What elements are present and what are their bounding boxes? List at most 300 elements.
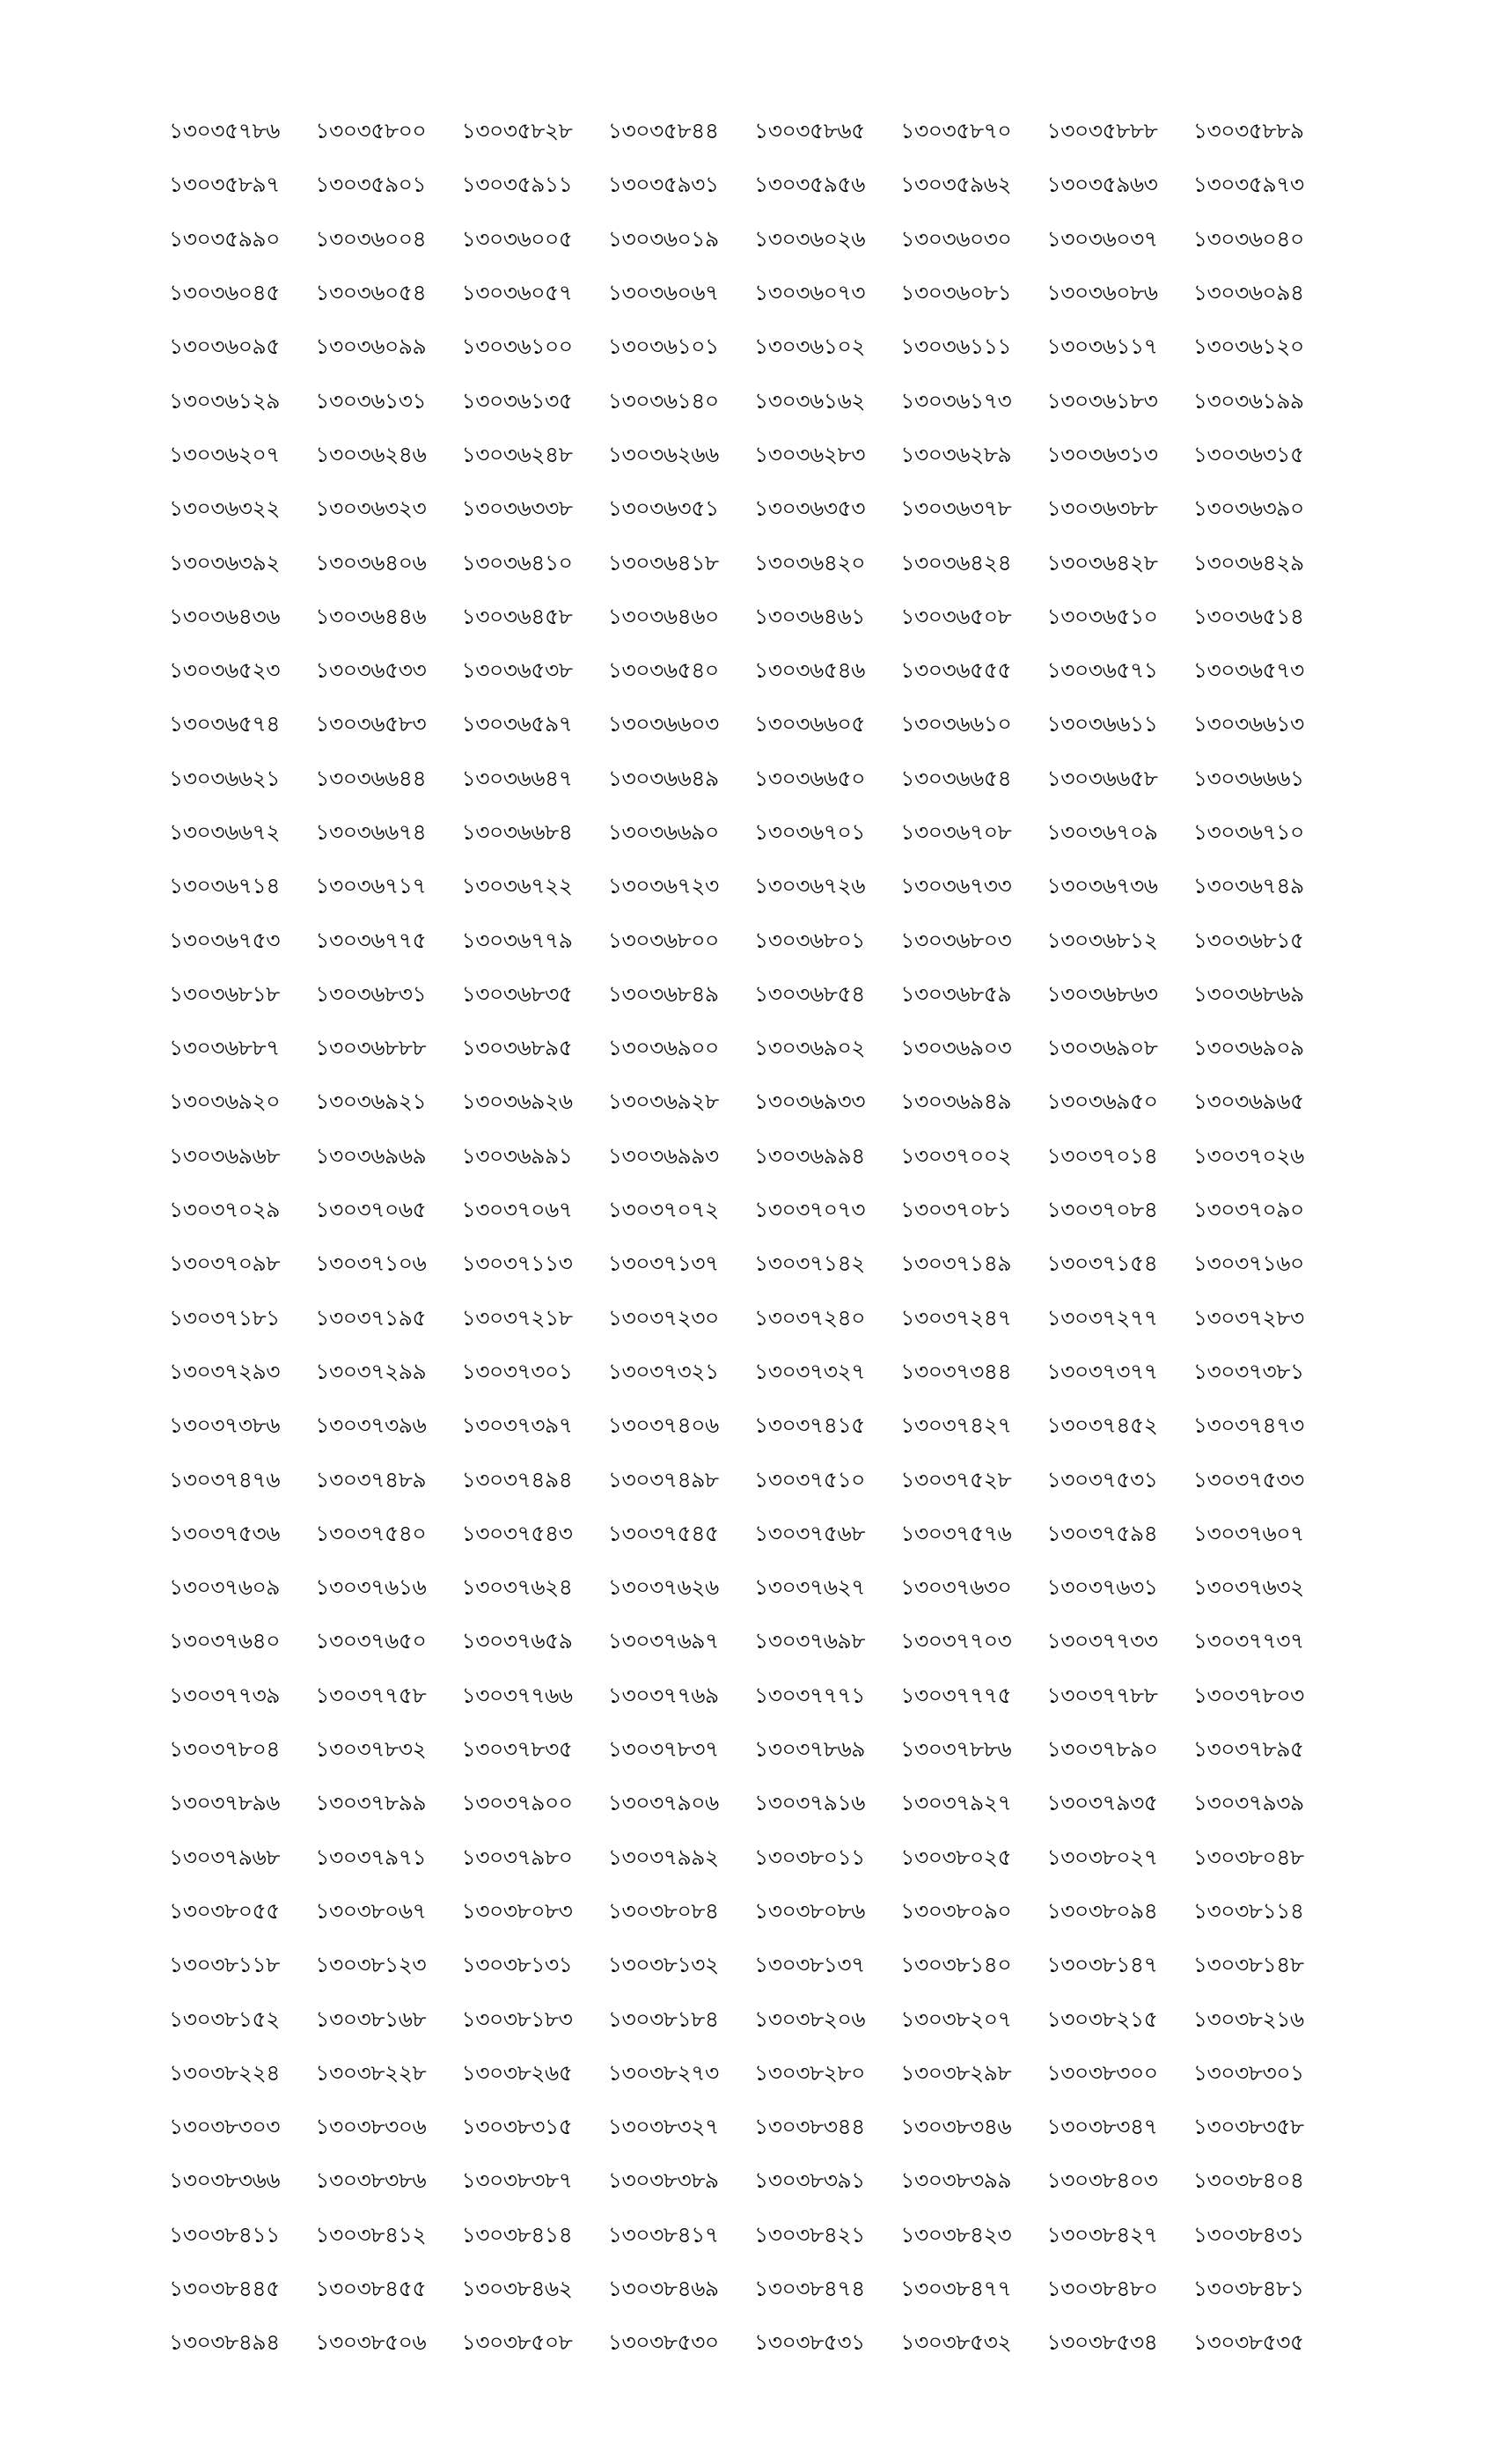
number-cell: ১৩০৩৬৯৫০ <box>1046 1089 1158 1115</box>
number-cell: ১৩০৩৬৮০৩ <box>900 927 1012 953</box>
number-row <box>169 807 1339 861</box>
number-cell: ১৩০৩৬৪৬০ <box>607 603 719 629</box>
number-cell: ১৩০৩৬২৮৩ <box>754 441 865 467</box>
number-row <box>169 375 1339 429</box>
number-cell: ১৩০৩৬১০২ <box>754 334 865 360</box>
number-cell: ১৩০৩৬৪২৯ <box>1192 549 1304 576</box>
number-cell: ১৩০৩৮৪২৩ <box>900 2221 1012 2248</box>
number-cell: ১৩০৩৭৬৫৯ <box>461 1628 573 1654</box>
number-cell: ১৩০৩৭৯১৬ <box>754 1790 865 1816</box>
number-cell: ১৩০৩৮০৬৭ <box>315 1897 427 1924</box>
number-cell: ১৩০৩৬৫৭১ <box>1046 657 1158 684</box>
number-cell: ১৩০৩৬১৪০ <box>607 387 719 414</box>
number-row <box>169 1508 1339 1562</box>
number-cell: ১৩০৩৭১৬০ <box>1192 1250 1304 1277</box>
number-row <box>169 1832 1339 1886</box>
number-cell: ১৩০৩৬৬৭২ <box>169 819 281 845</box>
number-cell: ১৩০৩৬৬১১ <box>1046 711 1158 737</box>
number-cell: ১৩০৩৮২০৬ <box>754 2006 865 2032</box>
number-cell: ১৩০৩৭২৯৯ <box>315 1358 427 1384</box>
number-cell: ১৩০৩৭২৮৩ <box>1192 1304 1304 1331</box>
number-cell: ১৩০৩৮১১৪ <box>1192 1897 1304 1924</box>
number-cell: ১৩০৩৭৩৪৪ <box>900 1358 1012 1384</box>
number-cell: ১৩০৩৮০৮৬ <box>754 1897 865 1924</box>
number-cell: ১৩০৩৭৪৯৮ <box>607 1466 719 1492</box>
number-cell: ১৩০৩৬৩২২ <box>169 495 281 522</box>
number-cell: ১৩০৩৬৮৬৩ <box>1046 980 1158 1007</box>
number-cell: ১৩০৩৬৯২০ <box>169 1089 280 1115</box>
number-cell: ১৩০৩৮৪১৭ <box>607 2221 719 2248</box>
number-row <box>169 1670 1339 1724</box>
number-row <box>169 1940 1339 1993</box>
number-cell: ১৩০৩৮৫৩০ <box>607 2329 719 2356</box>
number-cell: ১৩০৩৬৮৮৮ <box>315 1035 427 1061</box>
number-cell: ১৩০৩৮৫৩৫ <box>1192 2329 1304 2356</box>
number-cell: ১৩০৩৮২৬৫ <box>461 2059 573 2086</box>
number-cell: ১৩০৩৬৯০০ <box>607 1035 719 1061</box>
number-cell: ১৩০৩৭৯২৭ <box>900 1790 1012 1816</box>
number-cell: ১৩০৩৬৯৯৪ <box>754 1142 865 1169</box>
number-cell: ১৩০৩৬৫১০ <box>1046 603 1158 629</box>
number-row <box>169 699 1339 752</box>
number-cell: ১৩০৩৭১৮১ <box>169 1304 280 1331</box>
number-cell: ১৩০৩৮০১১ <box>754 1844 865 1870</box>
number-cell: ১৩০৩৬৭২৬ <box>754 873 866 899</box>
number-row <box>169 1724 1339 1778</box>
number-cell: ১৩০৩৬০৫৪ <box>315 280 427 306</box>
number-cell: ১৩০৩৭৭৭১ <box>754 1682 865 1708</box>
number-cell: ১৩০৩৭৩৯৬ <box>315 1412 427 1439</box>
number-cell: ১৩০৩৫৮৬৫ <box>754 118 865 144</box>
number-cell: ১৩০৩৭৫৪৩ <box>461 1520 573 1546</box>
number-cell: ১৩০৩৭৪৭৩ <box>1192 1412 1304 1439</box>
number-cell: ১৩০৩৬৩৩৮ <box>461 495 573 522</box>
number-cell: ১৩০৩৮২১৫ <box>1046 2006 1158 2032</box>
number-cell: ১৩০৩৮০২৫ <box>900 1844 1012 1870</box>
number-cell: ১৩০৩৬৯৪৯ <box>900 1089 1012 1115</box>
number-cell: ১৩০৩৭২৯৩ <box>169 1358 280 1384</box>
number-cell: ১৩০৩৮১৪৮ <box>1192 1952 1304 1978</box>
number-cell: ১৩০৩৭২৪৭ <box>900 1304 1012 1331</box>
number-cell: ১৩০৩৬৩৯২ <box>169 549 280 576</box>
number-cell: ১৩০৩৭৬৯৭ <box>607 1628 719 1654</box>
number-cell: ১৩০৩৬৫৩৮ <box>461 657 573 684</box>
number-row <box>169 2263 1339 2317</box>
number-cell: ১৩০৩৭০০২ <box>900 1142 1012 1169</box>
number-cell: ১৩০৩৬৮৩১ <box>315 980 427 1007</box>
number-row <box>169 214 1339 268</box>
number-cell: ১৩০৩৭৯৬৮ <box>169 1844 280 1870</box>
number-cell: ১৩০৩৮৪৮০ <box>1046 2276 1158 2302</box>
number-cell: ১৩০৩৭০১৪ <box>1046 1142 1158 1169</box>
number-cell: ১৩০৩৭৮৬৯ <box>754 1736 865 1763</box>
number-cell: ১৩০৩৭৭৬৯ <box>607 1682 719 1708</box>
number-cell: ১৩০৩৬১০০ <box>461 334 573 360</box>
number-cell: ১৩০৩৬৭৩৩ <box>900 873 1012 899</box>
number-row <box>169 537 1339 590</box>
number-cell: ১৩০৩৬১২৯ <box>169 387 280 414</box>
number-cell: ১৩০৩৮১৫২ <box>169 2006 280 2032</box>
number-cell: ১৩০৩৬০৪৫ <box>169 280 280 306</box>
number-cell: ১৩০৩৮৩৮৭ <box>461 2167 573 2194</box>
number-row <box>169 1562 1339 1616</box>
number-row <box>169 1616 1339 1669</box>
number-row <box>169 1131 1339 1184</box>
number-cell: ১৩০৩৭৯০০ <box>461 1790 573 1816</box>
number-row <box>169 483 1339 537</box>
number-cell: ১৩০৩৭০৭৩ <box>754 1197 866 1223</box>
number-cell: ১৩০৩৬২৮৯ <box>900 441 1012 467</box>
number-cell: ১৩০৩৮২২৪ <box>169 2059 280 2086</box>
number-cell: ১৩০৩৭২৪০ <box>754 1304 865 1331</box>
number-cell: ১৩০৩৬৮৩৫ <box>461 980 573 1007</box>
number-cell: ১৩০৩৫৯৫৬ <box>754 172 865 198</box>
number-cell: ১৩০৩৬৭৩৬ <box>1046 873 1158 899</box>
number-cell: ১৩০৩৬৪২০ <box>754 549 865 576</box>
number-cell: ১৩০৩৬১৭৩ <box>900 387 1012 414</box>
number-cell: ১৩০৩৬১৩১ <box>315 387 427 414</box>
number-cell: ১৩০৩৮০৮৪ <box>607 1897 719 1924</box>
number-cell: ১৩০৩৭৭৫৮ <box>315 1682 427 1708</box>
number-cell: ১৩০৩৫৮৪৪ <box>607 118 719 144</box>
number-cell: ১৩০৩৮৩৮৯ <box>607 2167 719 2194</box>
number-cell: ১৩০৩৭০৯০ <box>1192 1197 1304 1223</box>
number-cell: ১৩০৩৮৩৪৪ <box>754 2114 865 2140</box>
number-cell: ১৩০৩৬৫৭৪ <box>169 711 280 737</box>
number-cell: ১৩০৩৬৭০১ <box>754 819 865 845</box>
number-cell: ১৩০৩৬০৯৪ <box>1192 280 1304 306</box>
number-cell: ১৩০৩৬৯০২ <box>754 1035 865 1061</box>
number-cell: ১৩০৩৮৪৬২ <box>461 2276 573 2302</box>
number-cell: ১৩০৩৫৭৮৬ <box>169 118 280 144</box>
number-cell: ১৩০৩৮০৮৩ <box>461 1897 573 1924</box>
number-cell: ১৩০৩৮১৪০ <box>900 1952 1012 1978</box>
number-cell: ১৩০৩৮১৮৩ <box>461 2006 573 2032</box>
number-cell: ১৩০৩৬৪২৮ <box>1046 549 1158 576</box>
number-cell: ১৩০৩৮৪১৪ <box>461 2221 573 2248</box>
number-cell: ১৩০৩৫৯০১ <box>315 172 427 198</box>
number-cell: ১৩০৩৫৯১১ <box>461 172 573 198</box>
number-cell: ১৩০৩৭৬২৭ <box>754 1574 866 1601</box>
number-cell: ১৩০৩৮১২৩ <box>315 1952 427 1978</box>
number-row <box>169 1400 1339 1454</box>
number-cell: ১৩০৩৫৮৯৭ <box>169 172 280 198</box>
number-cell: ১৩০৩৬৯৯১ <box>461 1142 573 1169</box>
number-cell: ১৩০৩৭৬৫০ <box>315 1628 427 1654</box>
number-cell: ১৩০৩৮৩১৫ <box>461 2114 573 2140</box>
number-cell: ১৩০৩৬১৩৫ <box>461 387 573 414</box>
number-cell: ১৩০৩৮৩৯৯ <box>900 2167 1012 2194</box>
number-cell: ১৩০৩৮৩৮৬ <box>315 2167 427 2194</box>
number-cell: ১৩০৩৬৭২৩ <box>607 873 719 899</box>
number-cell: ১৩০৩৭০৯৮ <box>169 1250 280 1277</box>
number-cell: ১৩০৩৭৭৬৬ <box>461 1682 573 1708</box>
number-cell: ১৩০৩৬৯৯৩ <box>607 1142 719 1169</box>
number-cell: ১৩০৩৬৫৩৩ <box>315 657 427 684</box>
number-row <box>169 106 1339 159</box>
number-cell: ১৩০৩৭৫৪০ <box>315 1520 427 1546</box>
number-cell: ১৩০৩৬৭৪৯ <box>1192 873 1304 899</box>
number-cell: ১৩০৩৭৪৭৬ <box>169 1466 280 1492</box>
number-cell: ১৩০৩৮৪৭৪ <box>754 2276 865 2302</box>
number-cell: ১৩০৩৮২১৬ <box>1192 2006 1304 2032</box>
number-cell: ১৩০৩৬৬১৩ <box>1192 711 1304 737</box>
number-cell: ১৩০৩৭৭০৩ <box>900 1628 1012 1654</box>
number-cell: ১৩০৩৮৪০৪ <box>1192 2167 1304 2194</box>
number-cell: ১৩০৩৮৪৯৪ <box>169 2329 280 2356</box>
number-cell: ১৩০৩৭৫২৮ <box>900 1466 1012 1492</box>
number-row <box>169 1778 1339 1831</box>
number-cell: ১৩০৩৮০৪৮ <box>1192 1844 1304 1870</box>
number-cell: ১৩০৩৮১৩১ <box>461 1952 573 1978</box>
number-row <box>169 1293 1339 1346</box>
number-cell: ১৩০৩৬৭০৯ <box>1046 819 1158 845</box>
number-cell: ১৩০৩৬৯২৮ <box>607 1089 719 1115</box>
number-cell: ১৩০৩৬৭২২ <box>461 873 573 899</box>
number-row <box>169 2155 1339 2209</box>
number-cell: ১৩০৩৭০৮৪ <box>1046 1197 1158 1223</box>
number-cell: ১৩০৩৬৪০৬ <box>315 549 427 576</box>
number-cell: ১৩০৩৭৯৭১ <box>315 1844 427 1870</box>
number-cell: ১৩০৩৬৬৮৪ <box>461 819 573 845</box>
number-cell: ১৩০৩৬০২৬ <box>754 225 866 252</box>
number-cell: ১৩০৩৬৯০৩ <box>900 1035 1012 1061</box>
number-cell: ১৩০৩৬০৯৯ <box>315 334 427 360</box>
number-cell: ১৩০৩৮১৪৭ <box>1046 1952 1158 1978</box>
number-cell: ১৩০৩৬১১১ <box>900 334 1012 360</box>
number-cell: ১৩০৩৭৭৩৯ <box>169 1682 280 1708</box>
number-cell: ১৩০৩৫৯৭৩ <box>1192 172 1304 198</box>
number-cell: ১৩০৩৬০০৫ <box>461 225 573 252</box>
number-cell: ১৩০৩৭৩৮৬ <box>169 1412 280 1439</box>
number-cell: ১৩০৩৬০৮১ <box>900 280 1012 306</box>
number-cell: ১৩০৩৬৯০৯ <box>1192 1035 1304 1061</box>
number-cell: ১৩০৩৬৫৫৫ <box>900 657 1012 684</box>
number-cell: ১৩০৩৮১১৮ <box>169 1952 280 1978</box>
number-cell: ১৩০৩৭৭৭৫ <box>900 1682 1012 1708</box>
number-cell: ১৩০৩৫৯৩১ <box>607 172 719 198</box>
number-cell: ১৩০৩৬২৪৮ <box>461 441 573 467</box>
number-cell: ১৩০৩৬৬৪৪ <box>315 765 427 791</box>
number-cell: ১৩০৩৬৩৮৮ <box>1046 495 1158 522</box>
number-cell: ১৩০৩৮০২৭ <box>1046 1844 1158 1870</box>
number-cell: ১৩০৩৭৫৩১ <box>1046 1466 1158 1492</box>
number-row <box>169 1238 1339 1292</box>
number-cell: ১৩০৩৭৫৬৮ <box>754 1520 865 1546</box>
number-cell: ১৩০৩৮৩৬৬ <box>169 2167 280 2194</box>
number-row <box>169 2317 1339 2371</box>
number-cell: ১৩০৩৬৫৭৩ <box>1192 657 1304 684</box>
number-cell: ১৩০৩৫৮৮৯ <box>1192 118 1304 144</box>
number-cell: ১৩০৩৬৭১০ <box>1192 819 1304 845</box>
number-cell: ১৩০৩৭৮৯৬ <box>169 1790 280 1816</box>
number-cell: ১৩০৩৮৪২১ <box>754 2221 865 2248</box>
number-cell: ১৩০৩৭০২৬ <box>1192 1142 1304 1169</box>
number-cell: ১৩০৩৬৫১৪ <box>1192 603 1304 629</box>
number-cell: ১৩০৩৬৬০৩ <box>607 711 719 737</box>
number-cell: ১৩০৩৭৩২৭ <box>754 1358 866 1384</box>
number-cell: ১৩০৩৮৪৭৭ <box>900 2276 1012 2302</box>
number-cell: ১৩০৩৬১৬২ <box>754 387 865 414</box>
number-cell: ১৩০৩৬৬৫৮ <box>1046 765 1158 791</box>
number-cell: ১৩০৩৭৫৩৬ <box>169 1520 280 1546</box>
number-cell: ১৩০৩৬৪২৪ <box>900 549 1012 576</box>
number-cell: ১৩০৩৬০০৪ <box>315 225 427 252</box>
number-cell: ১৩০৩৬৮১৫ <box>1192 927 1304 953</box>
number-row <box>169 861 1339 914</box>
number-cell: ১৩০৩৮৪৮১ <box>1192 2276 1304 2302</box>
number-cell: ১৩০৩৭৯৮০ <box>461 1844 573 1870</box>
number-cell: ১৩০৩৭৩৯৭ <box>461 1412 573 1439</box>
number-cell: ১৩০৩৭৪০৬ <box>607 1412 719 1439</box>
number-cell: ১৩০৩৬১২০ <box>1192 334 1304 360</box>
number-cell: ১৩০৩৮০৫৫ <box>169 1897 280 1924</box>
number-cell: ১৩০৩৭৭৮৮ <box>1046 1682 1158 1708</box>
number-cell: ১৩০৩৬৪৬১ <box>754 603 865 629</box>
number-grid <box>169 106 1339 2371</box>
number-cell: ১৩০৩৬৩৫৩ <box>754 495 865 522</box>
number-cell: ১৩০৩৬৫৪৬ <box>754 657 865 684</box>
number-cell: ১৩০৩৬৬০৫ <box>754 711 865 737</box>
number-cell: ১৩০৩৭৭৩৩ <box>1046 1628 1158 1654</box>
number-cell: ১৩০৩৮৩৫৮ <box>1192 2114 1304 2140</box>
number-cell: ১৩০৩৫৮৮৮ <box>1046 118 1158 144</box>
number-cell: ১৩০৩৬৬২১ <box>169 765 280 791</box>
number-cell: ১৩০৩৬০৮৬ <box>1046 280 1158 306</box>
number-cell: ১৩০৩৮৪৪৫ <box>169 2276 280 2302</box>
number-cell: ১৩০৩৬৬৬১ <box>1192 765 1304 791</box>
number-cell: ১৩০৩৬০৩০ <box>900 225 1012 252</box>
number-cell: ১৩০৩৭৯৩৯ <box>1192 1790 1304 1816</box>
number-cell: ১৩০৩৭১৩৭ <box>607 1250 719 1277</box>
number-cell: ১৩০৩৭৩২১ <box>607 1358 719 1384</box>
number-cell: ১৩০৩৮৫০৬ <box>315 2329 427 2356</box>
number-cell: ১৩০৩৭৯০৬ <box>607 1790 719 1816</box>
number-cell: ১৩০৩৬৭১৭ <box>315 873 427 899</box>
number-cell: ১৩০৩৬৮১৮ <box>169 980 280 1007</box>
number-cell: ১৩০৩৬৭৫৩ <box>169 927 280 953</box>
number-cell: ১৩০৩৮৩৪৬ <box>900 2114 1012 2140</box>
number-cell: ১৩০৩৭৮৯৯ <box>315 1790 427 1816</box>
number-cell: ১৩০৩৭৫১০ <box>754 1466 865 1492</box>
number-cell: ১৩০৩৬৮৫৯ <box>900 980 1012 1007</box>
number-cell: ১৩০৩৭৯৩৫ <box>1046 1790 1158 1816</box>
number-row <box>169 753 1339 807</box>
number-cell: ১৩০৩৭১৪২ <box>754 1250 865 1277</box>
number-cell: ১৩০৩৮৩০১ <box>1192 2059 1304 2086</box>
number-row <box>169 1886 1339 1940</box>
number-cell: ১৩০৩৬০৯৫ <box>169 334 280 360</box>
number-cell: ১৩০৩৫৮২৮ <box>461 118 573 144</box>
number-cell: ১৩০৩৬০৩৭ <box>1046 225 1158 252</box>
number-cell: ১৩০৩৭০৭২ <box>607 1197 719 1223</box>
number-cell: ১৩০৩৭৩৮১ <box>1192 1358 1304 1384</box>
number-cell: ১৩০৩৭১০৬ <box>315 1250 427 1277</box>
number-row <box>169 969 1339 1023</box>
number-cell: ১৩০৩৮২৮০ <box>754 2059 865 2086</box>
number-cell: ১৩০৩৭৬২৪ <box>461 1574 573 1601</box>
number-cell: ১৩০৩৮২৯৮ <box>900 2059 1012 2086</box>
number-cell: ১৩০৩৬১১৭ <box>1046 334 1158 360</box>
number-cell: ১৩০৩৬৭৭৯ <box>461 927 573 953</box>
number-cell: ১৩০৩৮২০৭ <box>900 2006 1012 2032</box>
number-cell: ১৩০৩৬৫৯৭ <box>461 711 573 737</box>
number-cell: ১৩০৩৬৩২৩ <box>315 495 427 522</box>
number-cell: ১৩০৩৮৪৩১ <box>1192 2221 1304 2248</box>
number-cell: ১৩০৩৭১৯৫ <box>315 1304 427 1331</box>
number-cell: ১৩০৩৮৫০৮ <box>461 2329 573 2356</box>
number-cell: ১৩০৩৭৮৯৫ <box>1192 1736 1304 1763</box>
number-cell: ১৩০৩৭৫৭৬ <box>900 1520 1012 1546</box>
number-cell: ১৩০৩৮৩৯১ <box>754 2167 865 2194</box>
number-cell: ১৩০৩৭০৬৭ <box>461 1197 573 1223</box>
number-row <box>169 1454 1339 1507</box>
number-cell: ১৩০৩৬২৬৬ <box>607 441 719 467</box>
number-row <box>169 321 1339 375</box>
number-cell: ১৩০৩৬৫২৩ <box>169 657 280 684</box>
number-cell: ১৩০৩৬৪৪৬ <box>315 603 427 629</box>
number-row <box>169 1184 1339 1238</box>
number-cell: ১৩০৩৮৫৩২ <box>900 2329 1012 2356</box>
number-cell: ১৩০৩৬৯৬৮ <box>169 1142 280 1169</box>
number-cell: ১৩০৩৬৬৯০ <box>607 819 719 845</box>
number-row <box>169 2210 1339 2263</box>
number-cell: ১৩০৩৬৪১৮ <box>607 549 719 576</box>
number-cell: ১৩০৩৬৪৫৮ <box>461 603 573 629</box>
number-cell: ১৩০৩৬৬৫০ <box>754 765 865 791</box>
number-cell: ১৩০৩৭১৪৯ <box>900 1250 1012 1277</box>
number-row <box>169 591 1339 645</box>
number-cell: ১৩০৩৬৪১০ <box>461 549 573 576</box>
number-cell: ১৩০৩৬৮৯৫ <box>461 1035 573 1061</box>
number-cell: ১৩০৩৮৫৩১ <box>754 2329 865 2356</box>
number-cell: ১৩০৩৬৯৩৩ <box>754 1089 865 1115</box>
number-cell: ১৩০৩৭৪৯৪ <box>461 1466 573 1492</box>
number-cell: ১৩০৩৬৭৭৫ <box>315 927 427 953</box>
number-cell: ১৩০৩৭১১৩ <box>461 1250 573 1277</box>
number-cell: ১৩০৩৬৮৫৪ <box>754 980 865 1007</box>
number-cell: ১৩০৩৭৬৩২ <box>1192 1574 1304 1601</box>
number-cell: ১৩০৩৭৬৩০ <box>900 1574 1012 1601</box>
number-cell: ১৩০৩৮৪২৭ <box>1046 2221 1158 2248</box>
number-cell: ১৩০৩৮৩০০ <box>1046 2059 1158 2086</box>
number-cell: ১৩০৩৭৯৯২ <box>607 1844 719 1870</box>
number-cell: ১৩০৩৭৬২৬ <box>607 1574 719 1601</box>
number-cell: ১৩০৩৬৩১৫ <box>1192 441 1304 467</box>
number-row <box>169 1076 1339 1130</box>
number-cell: ১৩০৩৬৩৯০ <box>1192 495 1304 522</box>
number-cell: ১৩০৩৭৮৩৫ <box>461 1736 573 1763</box>
number-cell: ১৩০৩৭৪৮৯ <box>315 1466 427 1492</box>
number-cell: ১৩০৩৭৬০৭ <box>1192 1520 1304 1546</box>
number-cell: ১৩০৩৭৮০৩ <box>1192 1682 1304 1708</box>
number-row <box>169 429 1339 483</box>
number-cell: ১৩০৩৬৮৪৯ <box>607 980 719 1007</box>
number-cell: ১৩০৩৭৫৩৩ <box>1192 1466 1304 1492</box>
number-cell: ১৩০৩৮৪৫৫ <box>315 2276 427 2302</box>
number-cell: ১৩০৩৭৭৩৭ <box>1192 1628 1304 1654</box>
number-cell: ১৩০৩৬৫৪০ <box>607 657 719 684</box>
number-cell: ১৩০৩৭৬০৯ <box>169 1574 280 1601</box>
number-cell: ১৩০৩৮৩৪৭ <box>1046 2114 1158 2140</box>
number-cell: ১৩০৩৭০৮১ <box>900 1197 1012 1223</box>
number-cell: ১৩০৩৬১৮৩ <box>1046 387 1158 414</box>
number-cell: ১৩০৩৭৮০৪ <box>169 1736 280 1763</box>
number-cell: ১৩০৩৭০৬৫ <box>315 1197 427 1223</box>
number-cell: ১৩০৩৭৩০১ <box>461 1358 573 1384</box>
number-cell: ১৩০৩৬২০৭ <box>169 441 281 467</box>
number-row <box>169 1023 1339 1076</box>
